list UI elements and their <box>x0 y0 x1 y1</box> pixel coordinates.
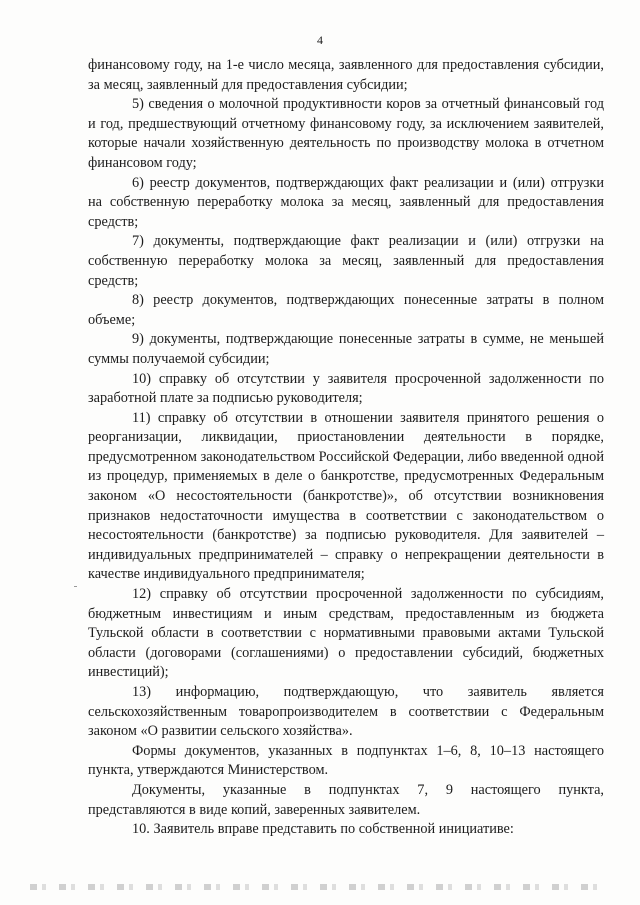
document-body <box>88 56 604 840</box>
paragraph-clause-10: 10. Заявитель вправе представить по собственной инициативе: <box>132 821 514 838</box>
scan-speck <box>74 586 77 587</box>
paragraph-item-6: 6) реестр документов, подтверждающих факт реализации и (или) отгрузки на собственную переработку молока за месяц, заявленный для предоставления средств; <box>88 174 604 230</box>
paragraph-item-7: 7) документы, подтверждающие факт реализации и (или) отгрузки на собственную переработку молока за месяц, заявленный для предоставления средств; <box>88 233 604 289</box>
paragraph-item-13: 13) информацию, подтверждающую, что заявитель является сельскохозяйственным товаропроизводителем в соответствии с Федеральным законом «О развитии сельского хозяйства». <box>88 684 604 740</box>
paragraph-continuation: финансовому году, на 1-е число месяца, заявленного для предоставления субсидии, за месяц, заявленный для предоставления субсидии; <box>88 57 604 93</box>
paragraph-item-5: 5) сведения о молочной продуктивности коров за отчетный финансовый год и год, предшествующий отчетному финансовому году, за исключением заявителей, которые начали хозяйственную деятельность по производству молока в отчетном финансовом году; <box>88 96 604 171</box>
paragraph-item-8: 8) реестр документов, подтверждающих понесенные затраты в полном объеме; <box>88 292 604 328</box>
page-number: 4 <box>317 33 323 47</box>
paragraph-item-12: 12) справку об отсутствии просроченной задолженности по субсидиям, бюджетным инвестициям и иным средствам, предоставленным из бюджета Тульской области в соответствии с нормативными правовыми актами Тульской области (договорами (соглашениями) о предоставлении субсидий, бюджетных инвестиций); <box>88 586 604 681</box>
paragraph-item-9: 9) документы, подтверждающие понесенные затраты в сумме, не меньшей суммы получаемой субсидии; <box>88 331 604 367</box>
scan-footer-noise <box>30 884 610 890</box>
paragraph-forms-note: Формы документов, указанных в подпунктах 1–6, 8, 10–13 настоящего пункта, утверждаются Министерством. <box>88 742 604 779</box>
paragraph-item-11: 11) справку об отсутствии в отношении заявителя принятого решения о реорганизации, ликвидации, приостановлении деятельности в порядке, предусмотренном законодательством Российской Федерации, либо введенной одной из процедур, применяемых в деле о банкротстве, предусмотренных Федеральным законом «О несостоятельности (банкротстве)», об отсутствии возникновения признаков недостаточности имущества в соответствии с законодательством о несостоятельности (банкротстве) за подписью руководителя. Для заявителей – индивидуальных предпринимателей – справку о непрекращении деятельности в качестве индивидуального предпринимателя; <box>88 409 604 583</box>
paragraph-item-10: 10) справку об отсутствии у заявителя просроченной задолженности по заработной плате за подписью руководителя; <box>88 370 604 407</box>
paragraph-copies-note: Документы, указанные в подпунктах 7, 9 настоящего пункта, представляются в виде копий, заверенных заявителем. <box>88 781 604 818</box>
